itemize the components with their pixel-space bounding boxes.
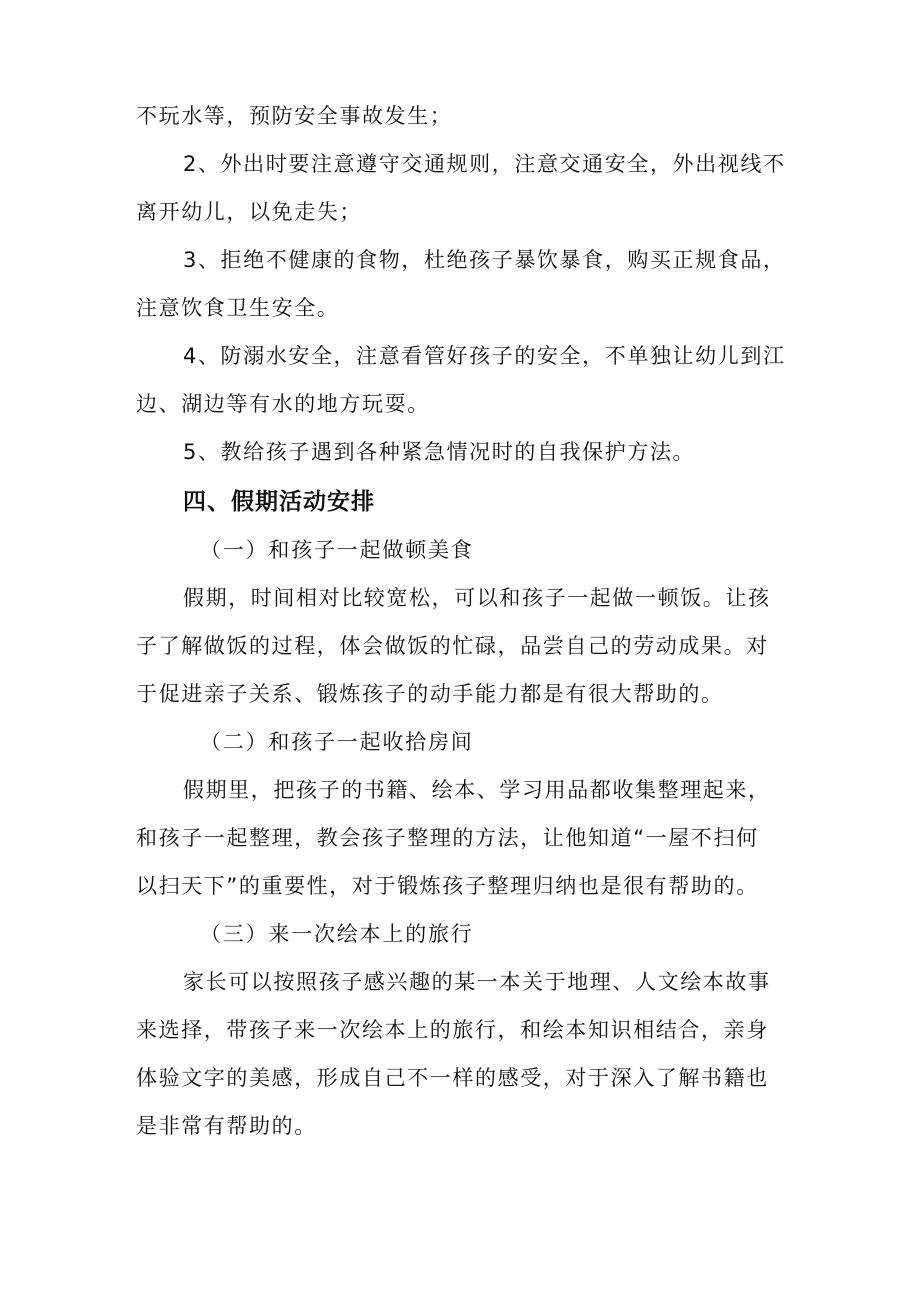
paragraph-line: 假期里，把孩子的书籍、绘本、学习用品都收集整理起来，	[183, 778, 771, 802]
paragraph-line: 和孩子一起整理，教会孩子整理的方法，让他知道“一屋不扫何	[136, 826, 759, 850]
list-item-4: 4、防溺水安全，注意看管好孩子的安全，不单独让幼儿到江	[183, 344, 786, 368]
paragraph-line: 子了解做饭的过程，体会做饭的忙碌，品尝自己的劳动成果。对	[136, 634, 769, 658]
section-heading: 四、假期活动安排	[183, 489, 375, 515]
text-line: 注意饮食卫生安全。	[136, 296, 340, 320]
paragraph-line: 于促进亲子关系、锻炼孩子的动手能力都是有很大帮助的。	[136, 682, 724, 706]
paragraph-line: 来选择，带孩子来一次绘本上的旅行，和绘本知识相结合，亲身	[136, 1018, 769, 1042]
paragraph-line: 家长可以按照孩子感兴趣的某一本关于地理、人文绘本故事	[183, 970, 771, 994]
subsection-heading-3: （三）来一次绘本上的旅行	[200, 922, 474, 946]
text-line: 离开幼儿，以免走失；	[136, 200, 362, 224]
list-item-2: 2、外出时要注意遵守交通规则，注意交通安全，外出视线不	[183, 152, 786, 176]
subsection-heading-2: （二）和孩子一起收拾房间	[200, 730, 474, 754]
list-item-5: 5、教给孩子遇到各种紧急情况时的自我保护方法。	[183, 440, 696, 464]
text-line: 不玩水等，预防安全事故发生；	[136, 104, 453, 128]
paragraph-line: 假期，时间相对比较宽松，可以和孩子一起做一顿饭。让孩	[183, 586, 771, 610]
paragraph-line: 以扫天下”的重要性，对于锻炼孩子整理归纳也是很有帮助的。	[136, 874, 759, 898]
paragraph-line: 体验文字的美感，形成自己不一样的感受，对于深入了解书籍也	[136, 1066, 769, 1090]
paragraph-line: 是非常有帮助的。	[136, 1114, 317, 1138]
text-line: 边、湖边等有水的地方玩耍。	[136, 392, 430, 416]
list-item-3: 3、拒绝不健康的食物，杜绝孩子暴饮暴食，购买正规食品，	[183, 248, 786, 272]
subsection-heading-1: （一）和孩子一起做顿美食	[200, 538, 474, 562]
